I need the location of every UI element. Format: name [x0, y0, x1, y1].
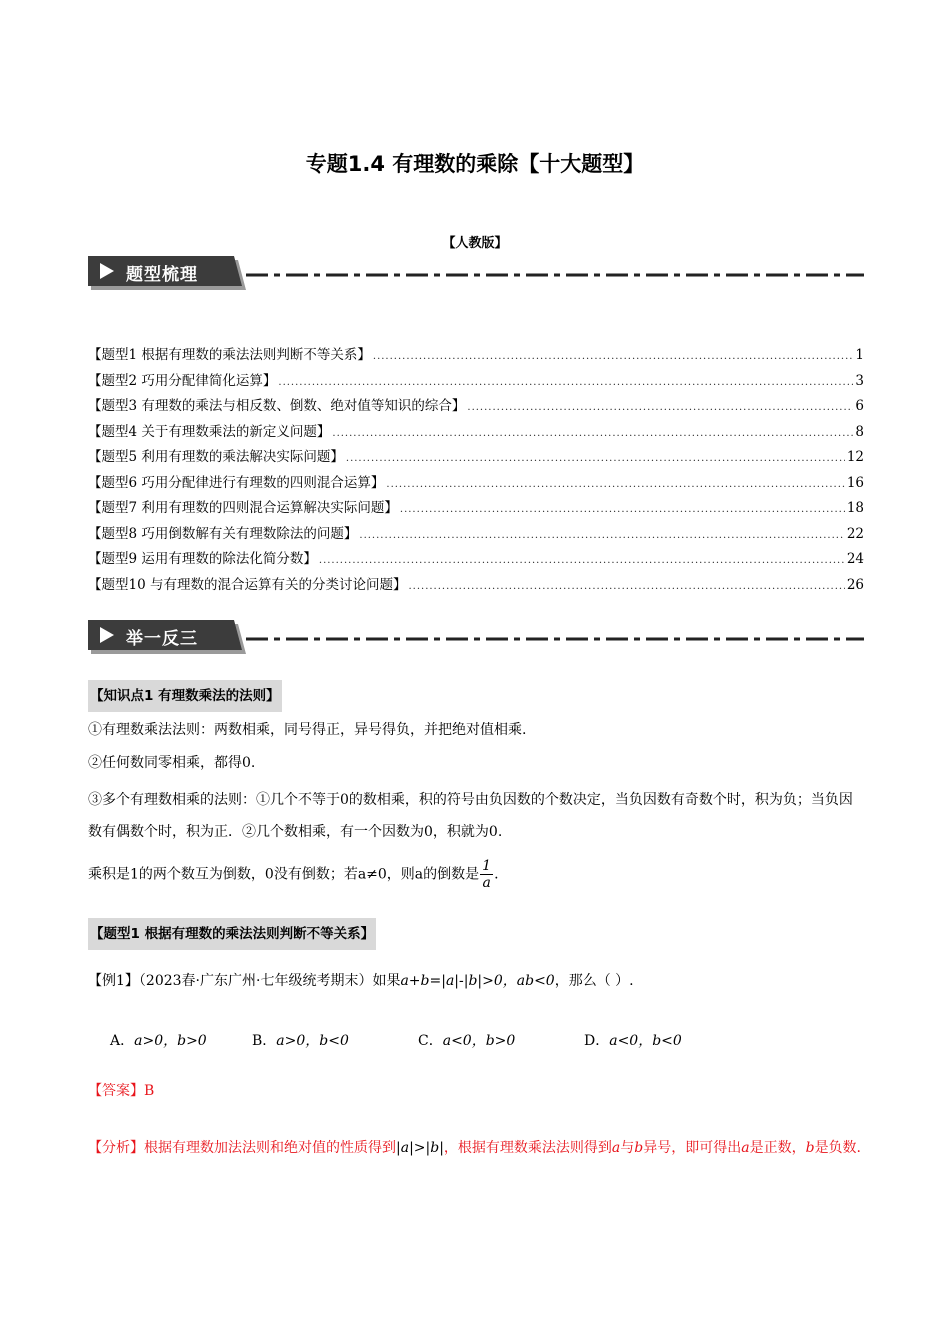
toc-item[interactable]: 【题型5 利用有理数的乘法解决实际问题】 ..... 12	[88, 445, 864, 471]
type1-heading-block	[88, 918, 864, 950]
example-source: （2023春·广东广州·七年级统考期末）如果	[138, 973, 401, 989]
banner-title: 举一反三	[126, 629, 198, 649]
fraction: $\frac{1}{a}$	[482, 858, 492, 891]
dash-divider	[246, 637, 864, 641]
toc-item[interactable]: 【题型8 巧用倒数解有关有理数除法的问题】 ..... 22	[88, 522, 864, 548]
toc-item[interactable]: 【题型4 关于有理数乘法的新定义问题】 ..... 8	[88, 420, 864, 446]
option-d[interactable]: D．a<0，b<0	[584, 1033, 682, 1049]
banner-tab	[88, 620, 244, 650]
answer-value: B	[144, 1083, 155, 1099]
edition-label: 【人教版】	[442, 236, 508, 251]
analysis-label: 【分析】	[88, 1140, 144, 1156]
banner-tab	[88, 256, 244, 286]
option-c[interactable]: C．a<0，b>0	[418, 1033, 516, 1049]
type1-heading: 【题型1 根据有理数的乘法法则判断不等关系】	[88, 918, 376, 950]
option-a[interactable]: A．a>0，b>0	[110, 1033, 207, 1049]
section-banner-examples	[88, 620, 864, 656]
option-b[interactable]: B．a>0，b<0	[252, 1033, 349, 1049]
knowledge-line-4: 乘积是1的两个数互为倒数，0没有倒数；若a≠0，则a的倒数是 $\frac{1}{a}$ .	[88, 858, 499, 891]
toc-item[interactable]: 【题型10 与有理数的混合运算有关的分类讨论问题】 ..... 26	[88, 573, 864, 599]
knowledge-heading-block	[88, 680, 864, 712]
knowledge-heading: 【知识点1 有理数乘法的法则】	[88, 680, 282, 712]
section-banner-overview	[88, 256, 864, 292]
toc-item[interactable]: 【题型2 巧用分配律简化运算】 ..... 3	[88, 369, 864, 395]
knowledge-line-2: ②任何数同零相乘，都得0.	[88, 755, 256, 771]
knowledge-line-3: ③多个有理数相乘的法则：①几个不等于0的数相乘，积的符号由负因数的个数决定，当负因数有奇数个时，积为负；当负因数有偶数个时，积为正．②几个数相乘，有一个因数为0，积就为0.	[88, 792, 853, 840]
answer-line	[88, 1076, 864, 1106]
toc-item[interactable]: 【题型9 运用有理数的除法化简分数】 ..... 24	[88, 547, 864, 573]
document-title: 专题1.4 有理数的乘除【十大题型】	[305, 152, 645, 176]
toc-item[interactable]: 【题型7 利用有理数的四则混合运算解决实际问题】 ..... 18	[88, 496, 864, 522]
toc-item[interactable]: 【题型1 根据有理数的乘法法则判断不等关系】 ..... 1	[88, 343, 864, 369]
toc-item[interactable]: 【题型6 巧用分配律进行有理数的四则混合运算】 ..... 16	[88, 471, 864, 497]
answer-label: 【答案】	[88, 1083, 144, 1099]
example-question: 【例1】（2023春·广东广州·七年级统考期末）如果a+b=|a|-|b|>0，ab<0，那么（ ）.	[88, 973, 634, 989]
knowledge-line-1: ①有理数乘法法则：两数相乘，同号得正，异号得负，并把绝对值相乘.	[88, 722, 527, 738]
example-label: 【例1】	[88, 973, 139, 989]
analysis-block: 【分析】根据有理数加法法则和绝对值的性质得到|a|>|b|，根据有理数乘法法则得到a与b异号，即可得出a是正数，b是负数.	[88, 1140, 862, 1156]
toc-item[interactable]: 【题型3 有理数的乘法与相反数、倒数、绝对值等知识的综合】 ..... 6	[88, 394, 864, 420]
example-condition: a+b=|a|-|b|>0，ab<0	[400, 973, 555, 989]
table-of-contents	[88, 343, 864, 598]
dash-divider	[246, 273, 864, 277]
banner-title: 题型梳理	[126, 265, 198, 285]
